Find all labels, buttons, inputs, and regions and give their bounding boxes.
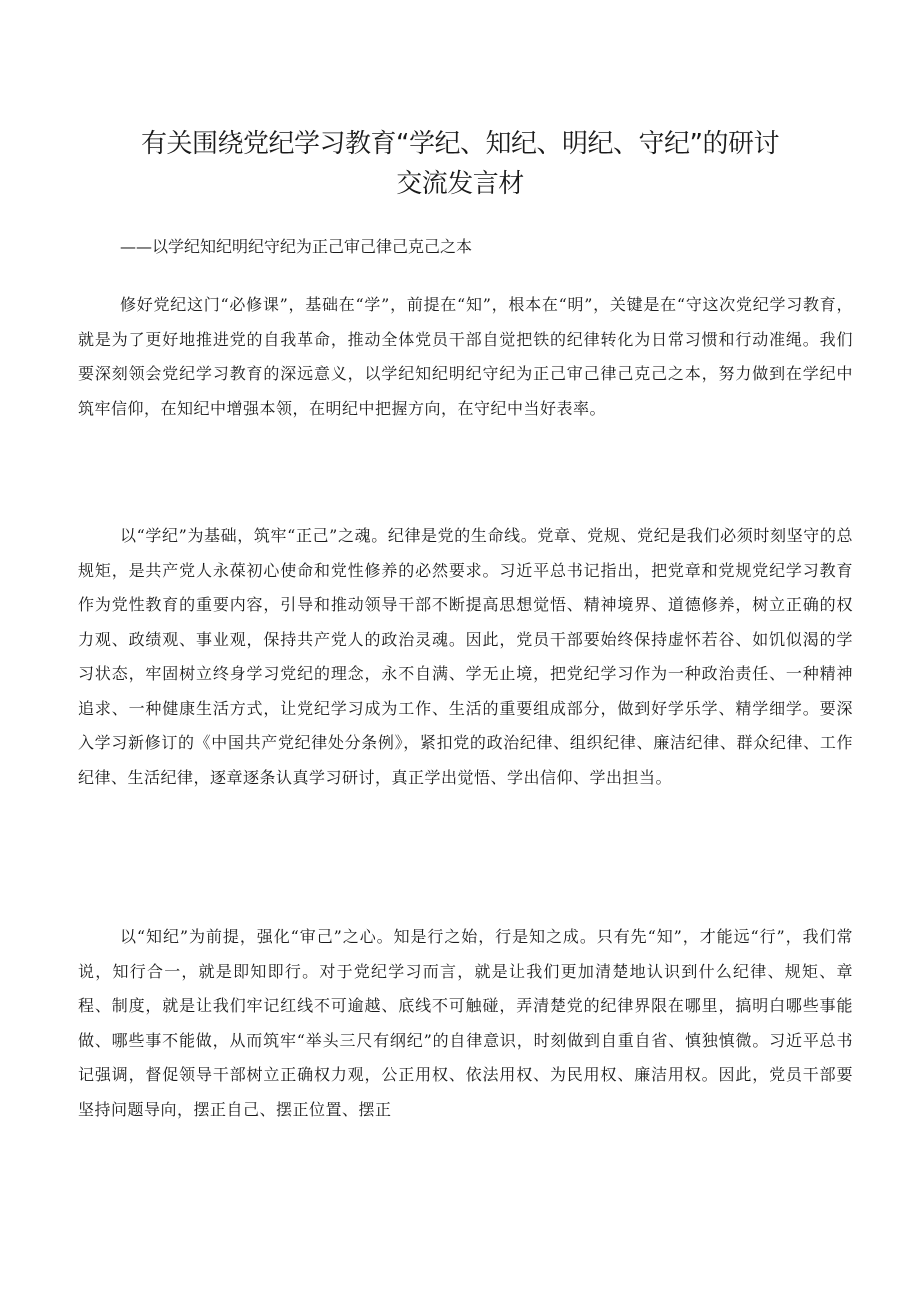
title-line-1: 有关围绕党纪学习教育“学纪、知纪、明纪、守纪”的研讨 <box>141 129 779 159</box>
title-line-2: 交流发言材 <box>396 169 524 199</box>
paragraph-1: 修好党纪这门“必修课”，基础在“学”，前提在“知”，根本在“明”，关键是在“守这次党纪学习教育，就是为了更好地推进党的自我革命，推动全体党员干部自觉把铁的纪律转化为日常习惯和行动准绳。我们要深刻领会党纪学习教育的深远意义，以学纪知纪明纪守纪为正己审己律己克己之本，努力做到在学纪中筑牢信仰，在知纪中增强本领，在明纪中把握方向，在守纪中当好表率。 <box>78 295 853 418</box>
paragraph-2: 以“学纪”为基础，筑牢“正己”之魂。纪律是党的生命线。党章、党规、党纪是我们必须时刻坚守的总规矩，是共产党人永葆初心使命和党性修养的必然要求。习近平总书记指出，把党章和党规党纪学习教育作为党性教育的重要内容，引导和推动领导干部不断提高思想觉悟、精神境界、道德修养，树立正确的权力观、政绩观、事业观，保持共产党人的政治灵魂。因此，党员干部要始终保持虚怀若谷、如饥似渴的学习状态，牢固树立终身学习党纪的理念，永不自满、学无止境，把党纪学习作为一种政治责任、一种精神追求、一种健康生活方式，让党纪学习成为工作、生活的重要组成部分，做到好学乐学、精学细学。要深入学习新修订的《中国共产党纪律处分条例》，紧扣党的政治纪律、组织纪律、廉洁纪律、群众纪律、工作纪律、生活纪律，逐章逐条认真学习研讨，真正学出觉悟、学出信仰、学出担当。 <box>78 526 853 787</box>
paragraph-3: 以“知纪”为前提，强化“审己”之心。知是行之始，行是知之成。只有先“知”，才能远“行”，我们常说，知行合一，就是即知即行。对于党纪学习而言，就是让我们更加清楚地认识到什么纪律、规矩、章程、制度，就是让我们牢记红线不可逾越、底线不可触碰，弄清楚党的纪律界限在哪里，搞明白哪些事能做、哪些事不能做，从而筑牢“举头三尺有纲纪”的自律意识，时刻做到自重自省、慎独慎微。习近平总书记强调，督促领导干部树立正确权力观，公正用权、依法用权、为民用权、廉洁用权。因此，党员干部要坚持问题导向，摆正自己、摆正位置、摆正 <box>78 927 853 1119</box>
document-subtitle: ——以学纪知纪明纪守纪为正己审己律己克己之本 <box>120 237 473 256</box>
document-title <box>80 124 840 204</box>
